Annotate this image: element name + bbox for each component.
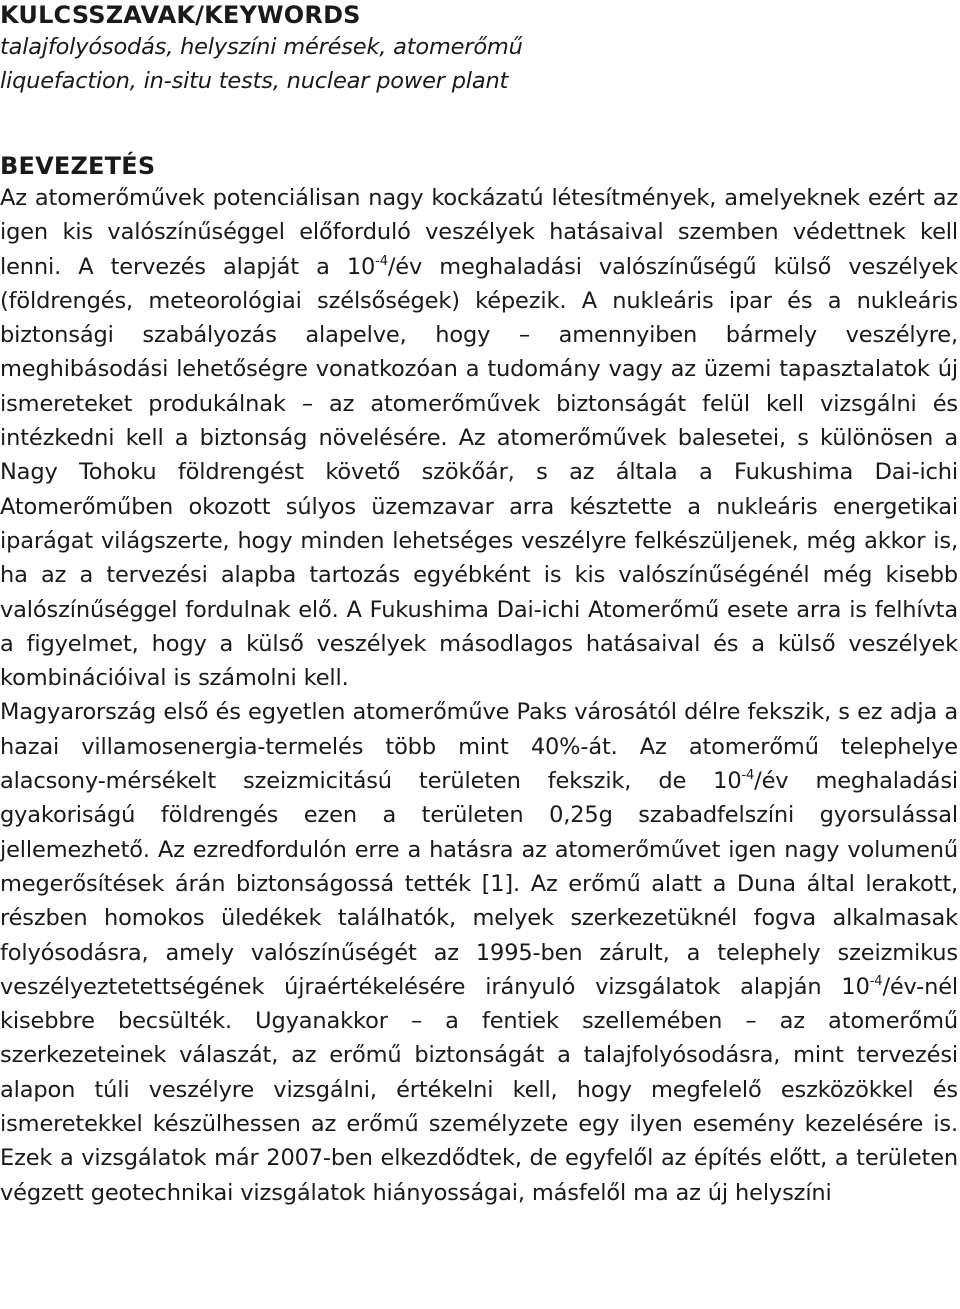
intro-paragraph-2 [0, 695, 958, 1209]
intro-p1-exponent: -4 [375, 253, 388, 269]
intro-p1-text-a: Az atomerőművek potenciálisan nagy kockázatú létesítmények, amelyeknek ezért az igen kis valószínűséggel előforduló veszélyek hatásaival szemben védettnek kell lenni. A tervezés alapját a 10 [0, 185, 958, 280]
intro-p2-text-a: Magyarország első és egyetlen atomerőműve Paks városától délre fekszik, s ez adja a hazai villamosenergia-termelés több mint 40%-át. Az atomerőmű telephelye alacsony-mérsékelt szeizmicitású területen fekszik, de 10 [0, 699, 958, 795]
section-gap [0, 98, 958, 151]
intro-heading: BEVEZETÉS [0, 152, 156, 180]
intro-p2-exponent-2: -4 [869, 973, 883, 989]
intro-p2-text-c: /év-nél kisebbre becsülték. Ugyanakkor – a fentiek szellemében – az atomerőmű szerkezeteinek válaszát, az erőmű biztonságát a talajfolyósodásra, mint tervezési alapon túli veszélyre vizsgálni, értékelni kell, hogy megfelelő eszközökkel és ismeretekkel készülhessen az erőmű személyzete egy ilyen esemény kezelésére is. Ezek a vizsgálatok már 2007-ben elkezdődtek, de egyfelől az építés előtt, a területen végzett geotechnikai vizsgálatok hiányosságai, másfelől ma az új helyszíni [0, 973, 958, 1206]
keywords-heading: KULCSSZAVAK/KEYWORDS [0, 1, 361, 29]
keywords-hungarian: talajfolyósodás, helyszíni mérések, atomerőmű [0, 34, 523, 60]
intro-paragraph-1 [0, 181, 958, 695]
intro-p1-text-b: /év meghaladási valószínűségű külső veszélyek (földrengés, meteorológiai szélsőségek) képezik. A nukleáris ipar és a nukleáris biztonsági szabályozás alapelve, hogy – amennyiben bármely veszélyre, meghibásodási lehetőségre vonatkozóan a tudomány vagy az üzemi tapasztalatok új ismereteket produkálnak – az atomerőművek biztonságát felül kell vizsgálni és intézkedni kell a biztonság növelésére. Az atomerőművek balesetei, s különösen a Nagy Tohoku földrengést követő szökőár, s az általa a Fukushima Dai-ichi Atomerőműben okozott súlyos üzemzavar arra késztette a nukleáris energetikai iparágat világszerte, hogy minden lehetséges veszélyre felkészüljenek, még akkor is, ha az a tervezési alapba tartozás egyébként is kis valószínűségénél még kisebb valószínűséggel fordulnak elő. A Fukushima Dai-ichi Atomerőmű esete arra is felhívta a figyelmet, hogy a külső veszélyek másodlagos hatásaival és a külső veszélyek kombinációival is számolni kell. [0, 253, 958, 692]
intro-p2-text-b: /év meghaladási gyakoriságú földrengés ezen a területen 0,25g szabadfelszíni gyorsulással jellemezhető. Az ezredfordulón erre a hatásra az atomerőművet igen nagy volumenű megerősítések árán biztonságossá tették [1]. Az erőmű alatt a Duna által lerakott, részben homokos üledékek találhatók, melyek szerkezetüknél fogva alkalmasak folyósodásra, amely valószínűségét az 1995-ben zárult, a telephely szeizmikus veszélyeztetettségének újraértékelésére irányuló vizsgálatok alapján 10 [0, 768, 958, 1000]
keywords-english: liquefaction, in-situ tests, nuclear power plant [0, 68, 509, 94]
intro-p2-exponent-1: -4 [741, 768, 755, 784]
